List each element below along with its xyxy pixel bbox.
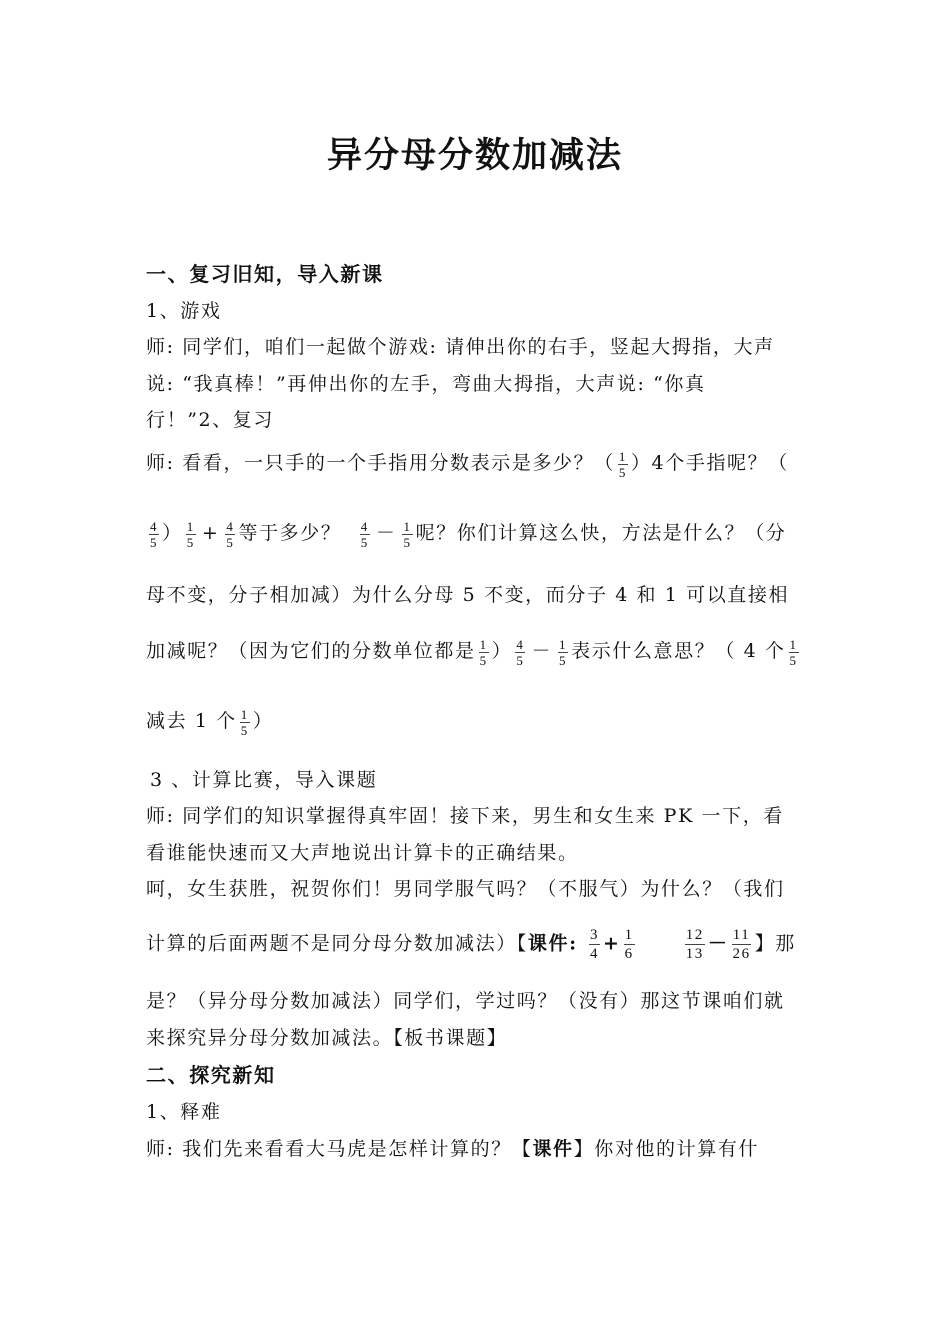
subheading-game: 1、游戏 — [146, 300, 222, 322]
denominator: 13 — [685, 946, 704, 962]
fraction — [479, 637, 489, 668]
denominator: 26 — [732, 946, 751, 962]
denominator: 6 — [624, 946, 634, 962]
fraction — [402, 519, 412, 550]
numerator: 11 — [732, 927, 751, 943]
fraction — [624, 926, 635, 963]
text-run: 计算的后面两题不是同分母分数加减法）【 — [146, 932, 528, 955]
numerator: 1 — [618, 448, 627, 464]
courseware-label: 课件 — [532, 1138, 574, 1160]
denominator: 5 — [403, 534, 412, 550]
text-run: 减去 1 个 — [146, 710, 237, 732]
minus-sign: － — [531, 640, 553, 662]
section-heading-2: 二、探究新知 — [146, 1063, 276, 1087]
paragraph-line — [146, 706, 806, 738]
denominator: 5 — [186, 534, 195, 550]
denominator: 5 — [240, 722, 249, 738]
numerator: 1 — [624, 927, 634, 943]
numerator: 1 — [240, 706, 249, 722]
paragraph-line: 是？（异分母分数加减法）同学们，学过吗？（没有）那这节课咱们就 — [146, 990, 785, 1012]
text-run: 表示什么意思？（ 4 个 — [571, 640, 786, 662]
text-run: ） — [162, 522, 183, 544]
text-run: 】那 — [754, 932, 796, 955]
text-run: ） — [491, 640, 513, 662]
numerator: 1 — [186, 518, 195, 534]
courseware-label: 课件: — [527, 932, 586, 955]
numerator: 1 — [479, 636, 488, 652]
denominator: 5 — [618, 464, 627, 480]
section-heading-1: 一、复习旧知，导入新课 — [146, 262, 384, 286]
fraction — [685, 926, 705, 963]
plus-sign: + — [603, 932, 621, 955]
denominator: 5 — [479, 652, 488, 668]
paragraph-line: 师: 同学们的知识掌握得真牢固！接下来，男生和女生来 PK 一下，看 — [146, 805, 784, 827]
paragraph-line — [146, 1134, 806, 1161]
fraction — [186, 519, 196, 550]
text-run: 师: 我们先来看看大马虎是怎样计算的？【 — [146, 1138, 533, 1160]
text-run: ）4个手指呢？（ — [630, 452, 789, 474]
paragraph-line: 来探究异分母分数加减法。【板书课题】 — [146, 1027, 508, 1049]
fraction — [240, 707, 250, 738]
plus-sign: + — [201, 522, 220, 544]
page-title: 异分母分数加减法 — [326, 135, 623, 176]
subheading-competition: 3 、计算比赛，导入课题 — [150, 769, 378, 791]
denominator: 5 — [789, 652, 798, 668]
paragraph-line: 母不变，分子相加减）为什么分母 5 不变，而分子 4 和 1 可以直接相 — [146, 584, 790, 606]
numerator: 1 — [789, 636, 798, 652]
paragraph-line — [146, 518, 806, 550]
numerator: 4 — [150, 518, 159, 534]
fraction — [515, 637, 525, 668]
minus-sign: － — [375, 522, 397, 544]
fraction — [589, 926, 600, 963]
paragraph-line — [146, 448, 806, 480]
numerator: 12 — [685, 927, 704, 943]
denominator: 5 — [226, 534, 235, 550]
numerator: 1 — [403, 518, 412, 534]
numerator: 3 — [589, 927, 600, 943]
denominator: 5 — [559, 652, 568, 668]
subheading-explain: 1、释难 — [146, 1101, 222, 1123]
text-run: 】你对他的计算有什 — [573, 1138, 760, 1160]
fraction — [225, 519, 235, 550]
paragraph-line — [146, 636, 806, 668]
fraction — [149, 519, 159, 550]
fraction — [789, 637, 799, 668]
paragraph-line — [146, 926, 806, 963]
fraction — [618, 449, 628, 480]
minus-sign: － — [707, 932, 729, 955]
numerator: 4 — [360, 518, 369, 534]
denominator: 5 — [150, 534, 159, 550]
text-run: 加减呢？（因为它们的分数单位都是 — [146, 640, 476, 662]
fraction — [732, 926, 752, 963]
paragraph-line: 呵，女生获胜，祝贺你们！男同学服气吗？（不服气）为什么？（我们 — [146, 878, 785, 900]
text-run: 等于多少？ — [238, 522, 342, 544]
numerator: 4 — [516, 636, 525, 652]
paragraph-line: 师: 同学们，咱们一起做个游戏: 请伸出你的右手，竖起大拇指，大声 — [146, 336, 775, 358]
paragraph-line: 行！”2、复习 — [146, 409, 275, 431]
numerator: 1 — [559, 636, 568, 652]
denominator: 4 — [589, 946, 600, 962]
denominator: 5 — [360, 534, 369, 550]
fraction — [558, 637, 568, 668]
text-run: 呢？你们计算这么快，方法是什么？（分 — [415, 522, 787, 544]
text-run: 师: 看看，一只手的一个手指用分数表示是多少？（ — [146, 452, 615, 474]
text-run: ） — [252, 710, 274, 732]
paragraph-line: 看谁能快速而又大声地说出计算卡的正确结果。 — [146, 842, 579, 864]
paragraph-line: 说: “我真棒！”再伸出你的左手，弯曲大拇指，大声说: “你真 — [146, 373, 706, 395]
denominator: 5 — [516, 652, 525, 668]
numerator: 4 — [226, 518, 235, 534]
fraction — [360, 519, 370, 550]
